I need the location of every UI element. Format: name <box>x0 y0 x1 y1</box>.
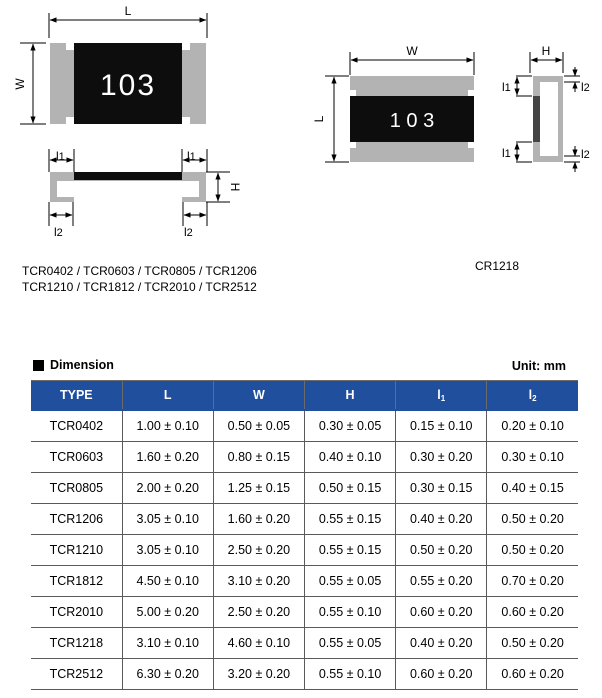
cell-H: 0.55 ± 0.15 <box>304 535 395 566</box>
cell-l1: 0.30 ± 0.20 <box>396 442 487 473</box>
cell-W: 3.20 ± 0.20 <box>213 659 304 690</box>
cr-dim-H-label: H <box>541 44 551 58</box>
cell-W: 3.10 ± 0.20 <box>213 566 304 597</box>
cell-H: 0.40 ± 0.10 <box>304 442 395 473</box>
cell-H: 0.55 ± 0.10 <box>304 659 395 690</box>
cell-L: 1.60 ± 0.20 <box>122 442 213 473</box>
cell-H: 0.30 ± 0.05 <box>304 410 395 442</box>
cell-W: 1.60 ± 0.20 <box>213 504 304 535</box>
table-row <box>31 659 578 690</box>
cell-l2: 0.50 ± 0.20 <box>487 535 578 566</box>
table-row <box>31 442 578 473</box>
header-H: H <box>304 381 395 411</box>
cr-marking-code: 1 0 3 <box>389 110 435 132</box>
chip-top-view <box>13 4 207 124</box>
cell-type: TCR2512 <box>31 659 122 690</box>
cell-H: 0.55 ± 0.15 <box>304 504 395 535</box>
header-l1: $l_1$ <box>396 381 487 411</box>
unit-label: Unit: mm <box>511 359 566 373</box>
cr1218-top-view <box>312 44 474 162</box>
dimension-table <box>31 380 578 690</box>
cell-type: TCR0603 <box>31 442 122 473</box>
cell-l2: 0.50 ± 0.20 <box>487 628 578 659</box>
cell-L: 5.00 ± 0.20 <box>122 597 213 628</box>
cell-l2: 0.30 ± 0.10 <box>487 442 578 473</box>
header-l2: $l_2$ <box>487 381 578 411</box>
table-body <box>31 410 578 690</box>
cell-type: TCR1218 <box>31 628 122 659</box>
cell-l1: 0.40 ± 0.20 <box>396 504 487 535</box>
cell-L: 4.50 ± 0.10 <box>122 566 213 597</box>
cell-W: 2.50 ± 0.20 <box>213 535 304 566</box>
cell-type: TCR0805 <box>31 473 122 504</box>
cell-L: 3.05 ± 0.10 <box>122 504 213 535</box>
cell-l1: 0.60 ± 0.20 <box>396 659 487 690</box>
table-row <box>31 473 578 504</box>
cell-type: TCR1210 <box>31 535 122 566</box>
cell-l2: 0.50 ± 0.20 <box>487 504 578 535</box>
table-row <box>31 628 578 659</box>
table-row <box>31 566 578 597</box>
cell-H: 0.50 ± 0.15 <box>304 473 395 504</box>
cell-W: 2.50 ± 0.20 <box>213 597 304 628</box>
table-row <box>31 597 578 628</box>
header-W: W <box>213 381 304 411</box>
chip-side-view <box>49 149 242 239</box>
cr-dim-W-label: W <box>406 44 418 58</box>
cell-W: 4.60 ± 0.10 <box>213 628 304 659</box>
cell-l2: 0.60 ± 0.20 <box>487 659 578 690</box>
bullet-square-icon <box>33 360 44 371</box>
dim-l2-label-left: l2 <box>54 225 63 239</box>
cell-type: TCR0402 <box>31 410 122 442</box>
cell-L: 6.30 ± 0.20 <box>122 659 213 690</box>
cell-l1: 0.55 ± 0.20 <box>396 566 487 597</box>
cell-W: 1.25 ± 0.15 <box>213 473 304 504</box>
dim-l1-label-left: l1 <box>56 149 65 163</box>
cell-W: 0.50 ± 0.05 <box>213 410 304 442</box>
cell-H: 0.55 ± 0.05 <box>304 566 395 597</box>
cr-dim-l2-label-top: l2 <box>581 80 590 94</box>
dim-l2-label-right: l2 <box>184 225 193 239</box>
dim-l1-label-right: l1 <box>187 149 196 163</box>
cell-type: TCR1206 <box>31 504 122 535</box>
table-row <box>31 410 578 442</box>
cell-l1: 0.15 ± 0.10 <box>396 410 487 442</box>
side-resistive-layer <box>74 172 182 180</box>
cell-l1: 0.30 ± 0.15 <box>396 473 487 504</box>
cell-type: TCR2010 <box>31 597 122 628</box>
table-row <box>31 535 578 566</box>
chip-caption <box>22 263 257 295</box>
cr1218-side-view <box>502 44 590 172</box>
cell-l1: 0.50 ± 0.20 <box>396 535 487 566</box>
cell-type: TCR1812 <box>31 566 122 597</box>
cell-H: 0.55 ± 0.05 <box>304 628 395 659</box>
cell-l1: 0.60 ± 0.20 <box>396 597 487 628</box>
table-row <box>31 504 578 535</box>
header-L: L <box>122 381 213 411</box>
cr-dim-L-label: L <box>312 115 326 123</box>
cell-l2: 0.70 ± 0.20 <box>487 566 578 597</box>
table-header-row <box>31 381 578 411</box>
cell-H: 0.55 ± 0.10 <box>304 597 395 628</box>
dim-H-label: H <box>228 182 242 192</box>
cell-l2: 0.60 ± 0.20 <box>487 597 578 628</box>
cell-W: 0.80 ± 0.15 <box>213 442 304 473</box>
cell-l2: 0.20 ± 0.10 <box>487 410 578 442</box>
cell-L: 1.00 ± 0.10 <box>122 410 213 442</box>
cell-L: 2.00 ± 0.20 <box>122 473 213 504</box>
cr-dim-l1-label-bottom: l1 <box>502 146 511 160</box>
cell-L: 3.05 ± 0.10 <box>122 535 213 566</box>
cr1218-caption: CR1218 <box>475 259 520 273</box>
dim-L-label: L <box>124 4 132 18</box>
cell-L: 3.10 ± 0.10 <box>122 628 213 659</box>
dim-W-label: W <box>13 78 27 90</box>
marking-code: 103 <box>99 69 157 102</box>
chip-caption-line1: TCR0402 / TCR0603 / TCR0805 / TCR1206 <box>22 264 257 278</box>
chip-caption-line2: TCR1210 / TCR1812 / TCR2010 / TCR2512 <box>22 280 257 294</box>
header-type: TYPE <box>31 381 122 411</box>
dimension-heading <box>33 358 114 372</box>
cr-dim-l1-label-top: l1 <box>502 80 511 94</box>
cell-l1: 0.40 ± 0.20 <box>396 628 487 659</box>
cell-l2: 0.40 ± 0.15 <box>487 473 578 504</box>
cr-dim-l2-label-bottom: l2 <box>581 147 590 161</box>
dimension-title: Dimension <box>50 358 114 372</box>
